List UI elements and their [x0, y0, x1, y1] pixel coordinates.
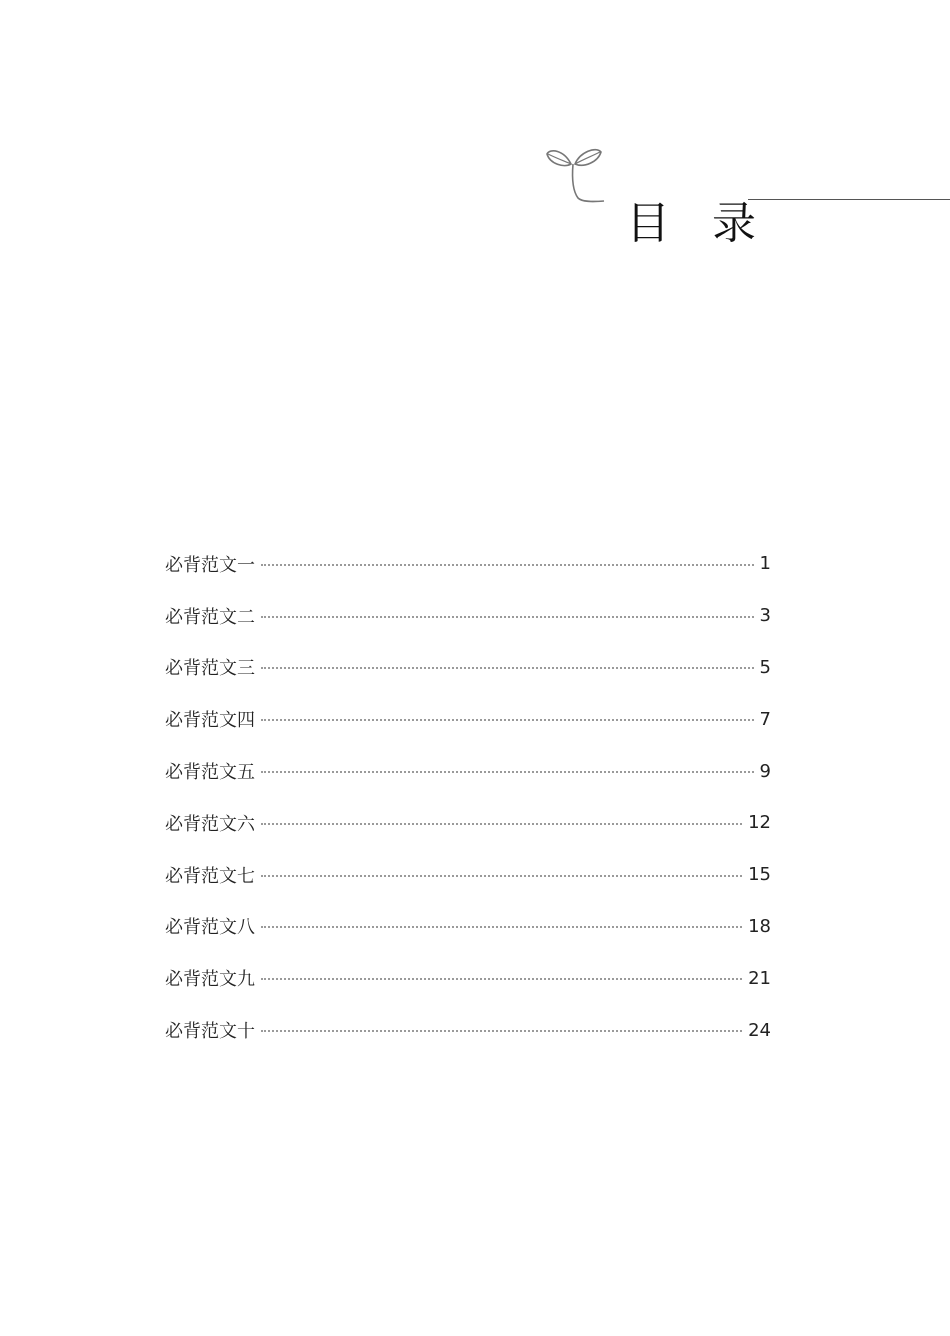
toc-entry-page: 5: [759, 656, 771, 678]
toc-entry-page: 1: [759, 553, 771, 575]
toc-dot-leader: [261, 667, 754, 669]
toc-entry-label: 必背范文二: [165, 606, 255, 628]
toc-entry-label: 必背范文四: [165, 710, 255, 732]
header-rule: [748, 199, 950, 200]
toc-entry-page: 24: [748, 1019, 771, 1041]
toc-entry-page: 3: [759, 605, 771, 627]
toc-entry-label: 必背范文三: [165, 658, 255, 680]
sprout-icon: [544, 146, 606, 204]
toc-entry-label: 必背范文九: [165, 969, 255, 991]
toc-entry-10[interactable]: [165, 1004, 771, 1056]
toc-entry-9[interactable]: [165, 952, 771, 1004]
toc-dot-leader: [261, 1030, 742, 1032]
toc-entry-page: 15: [748, 864, 771, 886]
toc-entry-page: 7: [759, 708, 771, 730]
toc-dot-leader: [261, 771, 754, 773]
toc-entry-label: 必背范文一: [165, 554, 255, 576]
toc-dot-leader: [261, 616, 754, 618]
page-title: 目 录: [626, 198, 770, 249]
toc-dot-leader: [261, 978, 742, 980]
toc-dot-leader: [261, 719, 754, 721]
toc-dot-leader: [261, 926, 742, 928]
toc-entry-page: 12: [748, 812, 771, 834]
toc-entry-label: 必背范文十: [165, 1021, 255, 1043]
toc-dot-leader: [261, 564, 754, 566]
toc-entry-label: 必背范文六: [165, 813, 255, 835]
toc-entry-1[interactable]: [165, 538, 771, 590]
toc-entry-6[interactable]: [165, 797, 771, 849]
toc-entry-7[interactable]: [165, 849, 771, 901]
table-of-contents: [165, 538, 771, 1056]
toc-entry-label: 必背范文七: [165, 865, 255, 887]
toc-entry-page: 9: [759, 760, 771, 782]
toc-dot-leader: [261, 875, 742, 877]
toc-entry-page: 18: [748, 915, 771, 937]
toc-entry-2[interactable]: [165, 590, 771, 642]
toc-entry-3[interactable]: [165, 642, 771, 694]
toc-entry-5[interactable]: [165, 745, 771, 797]
toc-entry-page: 21: [748, 967, 771, 989]
toc-entry-label: 必背范文八: [165, 917, 255, 939]
toc-entry-8[interactable]: [165, 901, 771, 953]
toc-dot-leader: [261, 823, 742, 825]
toc-entry-4[interactable]: [165, 693, 771, 745]
toc-entry-label: 必背范文五: [165, 762, 255, 784]
